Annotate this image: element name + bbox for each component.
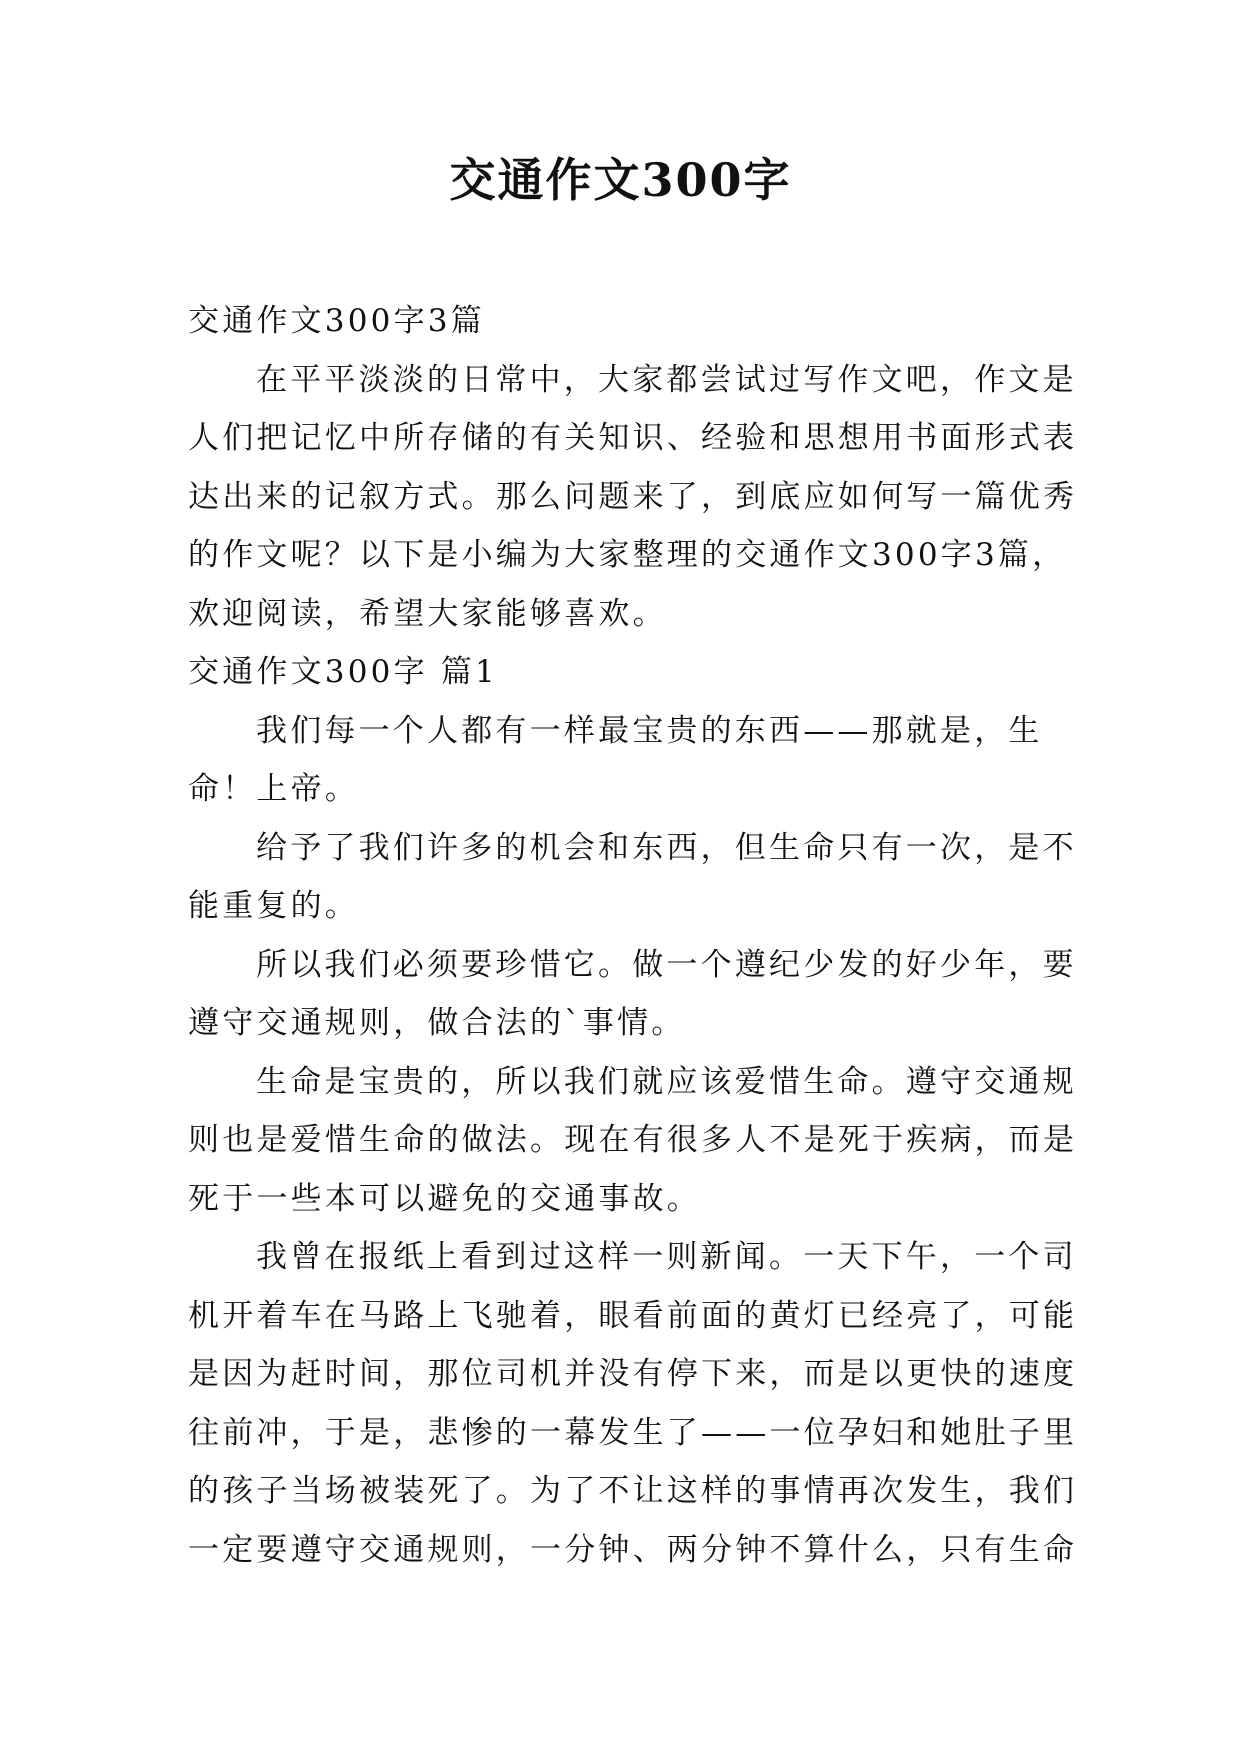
text-line: 命！上帝。 (188, 771, 359, 807)
text-line: 在平平淡淡的日常中，大家都尝试过写作文吧，作文是 (256, 361, 1077, 398)
document-title: 交通作文300字 (449, 153, 792, 207)
text-line: 所以我们必须要珍惜它。做一个遵纪少发的好少年，要 (256, 946, 1077, 983)
text-line: 往前冲，于是，悲惨的一幕发生了——一位孕妇和她肚子里 (188, 1414, 1078, 1451)
text-line: 给予了我们许多的机会和东西，但生命只有一次，是不 (256, 829, 1077, 866)
text-line: 是因为赶时间，那位司机并没有停下来，而是以更快的速度 (188, 1356, 1078, 1392)
text-line: 欢迎阅读，希望大家能够喜欢。 (188, 595, 667, 632)
text-line: 则也是爱惜生命的做法。现在有很多人不是死于疾病，而是 (188, 1122, 1078, 1158)
text-line: 的孩子当场被装死了。为了不让这样的事情再次发生，我们 (188, 1473, 1078, 1509)
text-line: 交通作文300字 篇1 (188, 654, 498, 690)
text-line: 一定要遵守交通规则，一分钟、两分钟不算什么，只有生命 (188, 1531, 1078, 1568)
text-line: 的作文呢？以下是小编为大家整理的交通作文300字3篇， (188, 537, 1067, 573)
document-body (188, 292, 1078, 1579)
text-line: 机开着车在马路上飞驰着，眼看前面的黄灯已经亮了，可能 (188, 1297, 1078, 1334)
text-line: 能重复的。 (188, 888, 359, 924)
text-line: 人们把记忆中所存储的有关知识、经验和思想用书面形式表 (188, 420, 1078, 456)
text-line: 生命是宝贵的，所以我们就应该爱惜生命。遵守交通规 (256, 1063, 1077, 1100)
text-line: 我曾在报纸上看到过这样一则新闻。一天下午，一个司 (256, 1239, 1077, 1275)
text-line: 死于一些本可以避免的交通事故。 (188, 1180, 701, 1217)
text-line: 遵守交通规则，做合法的`事情。 (188, 1005, 686, 1041)
text-line: 交通作文300字3篇 (188, 303, 485, 339)
text-line: 达出来的记叙方式。那么问题来了，到底应如何写一篇优秀 (188, 478, 1078, 515)
text-line: 我们每一个人都有一样最宝贵的东西——那就是，生 (256, 712, 1043, 749)
